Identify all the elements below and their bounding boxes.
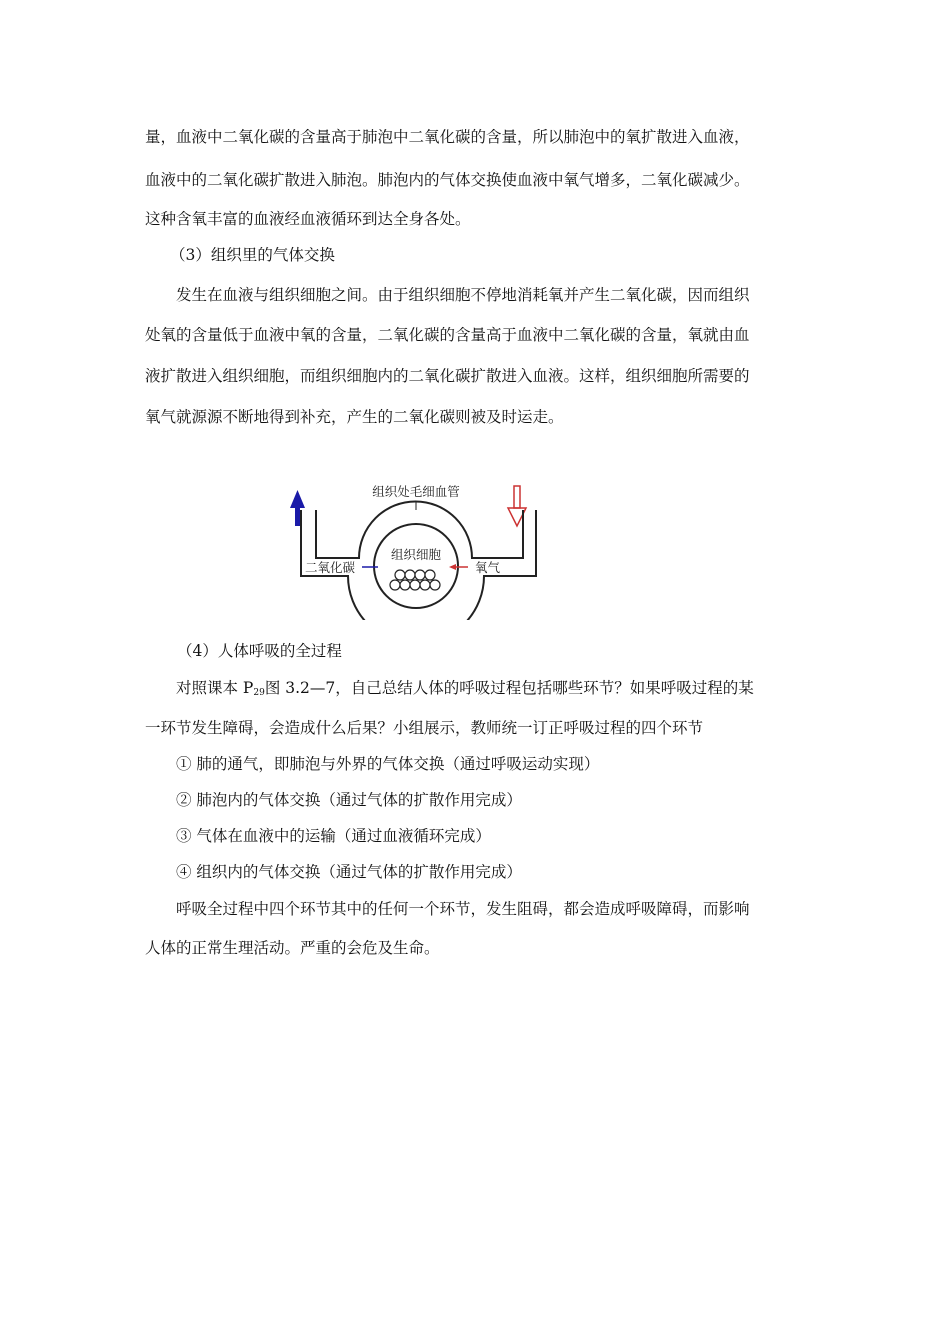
- text-line: 液扩散进入组织细胞，而组织细胞内的二氧化碳扩散进入血液。这样，组织细胞所需要的: [145, 367, 750, 385]
- text-fragment: 对照课本 P: [176, 679, 254, 697]
- text-line: 血液中的二氧化碳扩散进入肺泡。肺泡内的气体交换使血液中氧气增多，二氧化碳减少。: [145, 171, 750, 189]
- cell-cluster-icon: [390, 570, 440, 590]
- cell-label: 组织细胞: [390, 547, 442, 562]
- section-heading: （4）人体呼吸的全过程: [177, 642, 342, 660]
- list-item: ③ 气体在血液中的运输（通过血液循环完成）: [176, 827, 491, 845]
- capillary-label: 组织处毛细血管: [372, 484, 460, 499]
- list-item: ① 肺的通气，即肺泡与外界的气体交换（通过呼吸运动实现）: [176, 755, 600, 773]
- tissue-cell: [374, 524, 458, 608]
- text-line: 量，血液中二氧化碳的含量高于肺泡中二氧化碳的含量，所以肺泡中的氧扩散进入血液，: [145, 128, 750, 146]
- list-item: ④ 组织内的气体交换（通过气体的扩散作用完成）: [176, 863, 522, 881]
- text-line: 人体的正常生理活动。严重的会危及生命。: [145, 939, 440, 957]
- page-number-subscript: 29: [253, 688, 265, 698]
- section-heading: （3）组织里的气体交换: [170, 246, 335, 264]
- text-line: 处氧的含量低于血液中氧的含量，二氧化碳的含量高于血液中二氧化碳的含量，氧就由血: [145, 326, 750, 344]
- tissue-gas-exchange-diagram: [285, 478, 547, 620]
- text-line: 发生在血液与组织细胞之间。由于组织细胞不停地消耗氧并产生二氧化碳，因而组织: [176, 286, 750, 304]
- up-arrow-icon: [290, 490, 305, 526]
- text-line: 呼吸全过程中四个环节其中的任何一个环节，发生阻碍，都会造成呼吸障碍，而影响: [176, 900, 750, 918]
- text-line: [176, 678, 754, 703]
- co2-label: 二氧化碳: [305, 560, 356, 575]
- list-item: ② 肺泡内的气体交换（通过气体的扩散作用完成）: [176, 791, 522, 809]
- text-line: 氧气就源源不断地得到补充，产生的二氧化碳则被及时运走。: [145, 408, 564, 426]
- text-fragment: 图 3.2—7，自己总结人体的呼吸过程包括哪些环节？如果呼吸过程的某: [264, 679, 754, 697]
- text-line: 这种含氧丰富的血液经血液循环到达全身各处。: [145, 210, 471, 228]
- text-line: 一环节发生障碍，会造成什么后果？小组展示，教师统一订正呼吸过程的四个环节: [145, 719, 704, 737]
- o2-label: 氧气: [475, 560, 501, 575]
